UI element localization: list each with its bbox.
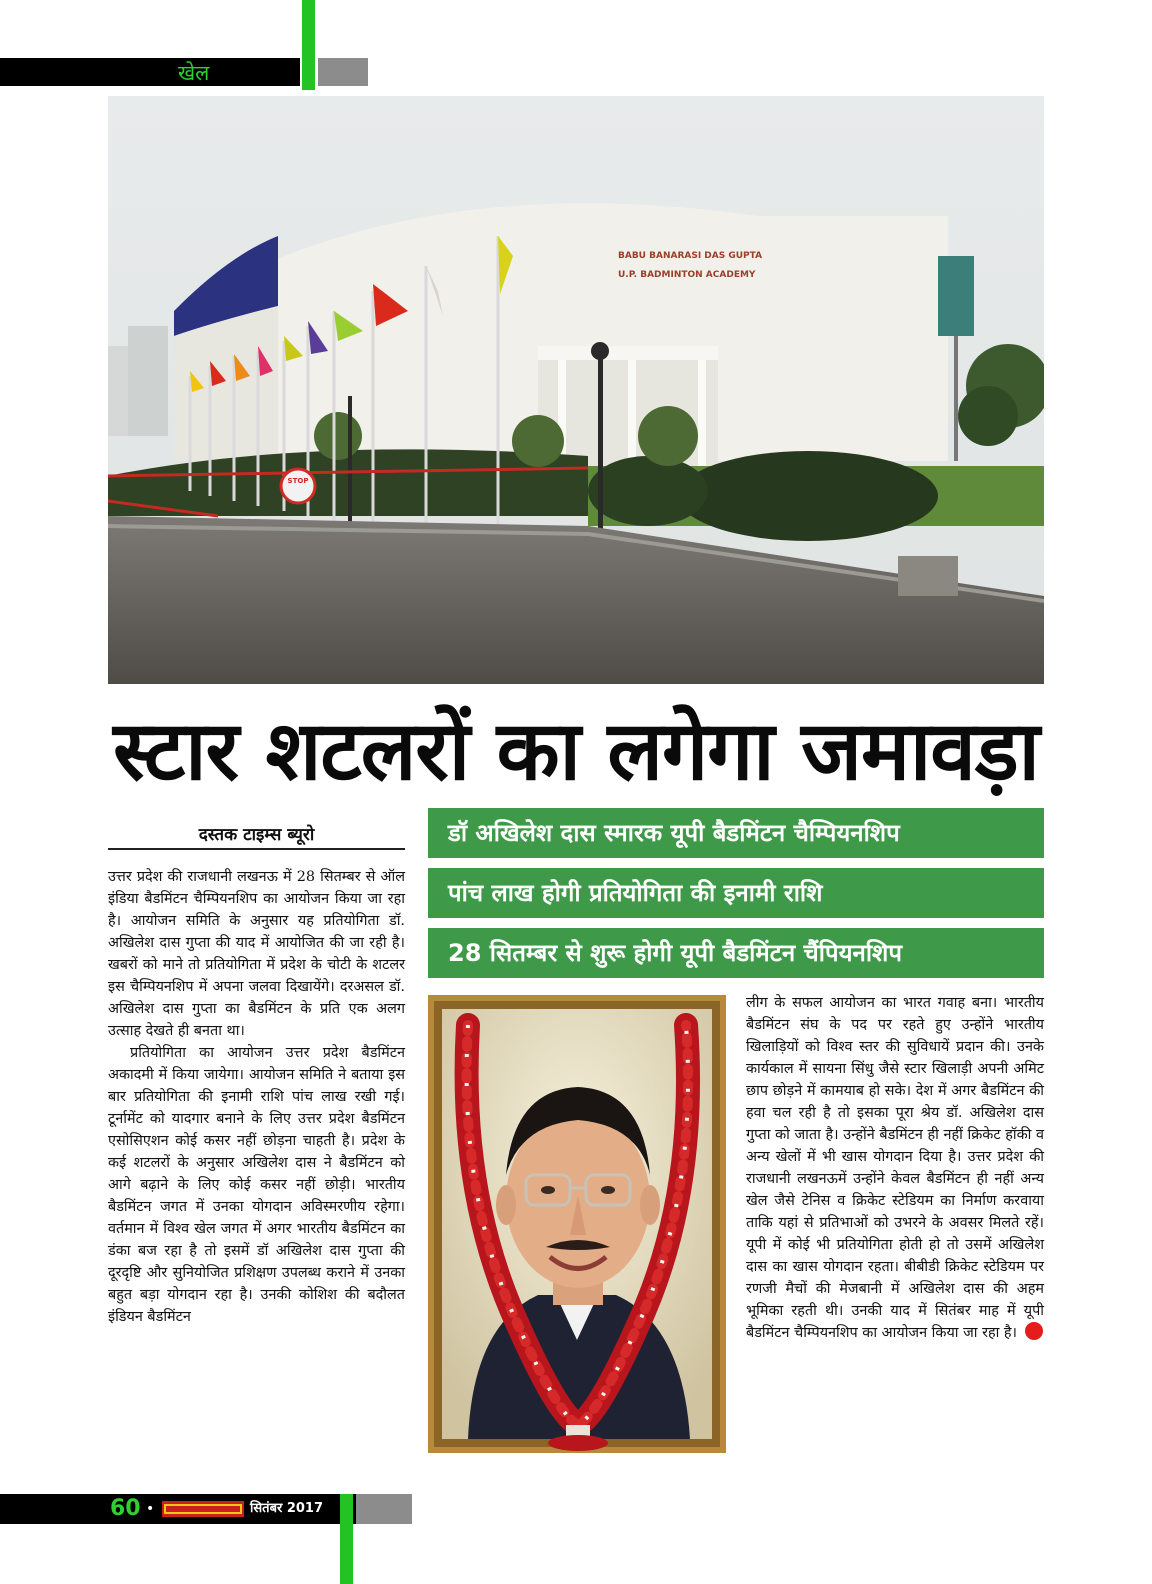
header-gray-block bbox=[318, 58, 368, 86]
paragraph: प्रतियोगिता का आयोजन उत्तर प्रदेश बैडमिंटन अकादमी में किया जायेगा। आयोजन समिति ने बताया इस बार प्रतियोगिता की इनामी राशि पांच लाख रखी गई। टूर्नामेंट को यादगार बनाने के लिए उत्तर प्रदेश बैडमिंटन एसोसिएशन कोई कसर नहीं छोड़ना चाहती है। प्रदेश के कई शटलरों के अनुसार अखिलेश दास ने बैडमिंटन को आगे बढ़ाने के लिए कोई कसर नहीं छोड़ी। भारतीय बैडमिंटन जगत में उनका योगदान अविस्मरणीय रहेगा। वर्तमान में विश्व खेल जगत में अगर भारतीय बैडमिंटन का डंका बज रहा है तो इसमें डॉ अखिलेश दास गुप्ता की दूरदृष्टि और सुनियोजित प्रशिक्षण उपलब्ध कराने में उनका बहुत बड़ा योगदान रहा है। उनकी कोशिश की बदौलत इंडियन बैडमिंटन bbox=[108, 1045, 405, 1325]
magazine-logo-icon bbox=[162, 1501, 244, 1517]
building-sign-line2: U.P. BADMINTON ACADEMY bbox=[618, 270, 756, 280]
building-sign-line1: BABU BANARASI DAS GUPTA bbox=[618, 251, 763, 261]
article-column-right bbox=[746, 992, 1044, 1344]
portrait-photo bbox=[428, 995, 726, 1453]
footer-gray-block bbox=[356, 1494, 412, 1524]
header-accent-stripe bbox=[302, 0, 315, 90]
header-bar bbox=[0, 58, 300, 86]
highlight-bar-2: पांच लाख होगी प्रतियोगिता की इनामी राशि bbox=[428, 868, 1044, 918]
stop-sign: STOP bbox=[287, 477, 309, 485]
issue-date: सितंबर 2017 bbox=[250, 1501, 324, 1516]
article-headline: स्टार शटलरों का लगेगा जमावड़ा bbox=[113, 704, 1039, 799]
article-column-left bbox=[108, 866, 405, 1328]
highlight-bar-3: 28 सितम्बर से शुरू होगी यूपी बैडमिंटन चैंपियनशिप bbox=[428, 928, 1044, 978]
footer-bullet: • bbox=[146, 1501, 155, 1517]
paragraph-text: लीग के सफल आयोजन का भारत गवाह बना। भारतीय बैडमिंटन संघ के पद पर रहते हुए उन्होंने भारतीय खिलाड़ियों को विश्व स्तर की सुविधायें प्रदान की। उनके कार्यकाल में सायना सिंधु जैसे स्टार खिलाड़ी अपनी अमिट छाप छोड़ने में कामयाब हो सके। देश में अगर बैडमिंटन की हवा चल रही है तो इसका पूरा श्रेय डॉ. अखिलेश दास गुप्ता को जाता है। उन्होंने बैडमिंटन ही नहीं क्रिकेट हॉकी व अन्य खेलों में भी खास योगदान दिया है। उत्तर प्रदेश की राजधानी लखनऊमें उन्होंने केवल बैडमिंटन ही नहीं अन्य खेल जैसे टेनिस व क्रिकेट स्टेडियम का निर्माण करवाया ताकि यहां से प्रतिभाओं को उभरने के अवसर मिलते रहें। यूपी में कोई भी प्रतियोगिता होती हो तो उसमें अखिलेश दास का खास योगदान रहता। बीबीडी क्रिकेट स्टेडियम पर रणजी मैचों की मेजबानी में अखिलेश दास की अहम भूमिका रहती थी। उनकी याद में सितंबर माह में यूपी बैडमिंटन चैम्पियनशिप का आयोजन किया जा रहा है। bbox=[746, 995, 1044, 1341]
byline-rule bbox=[108, 848, 405, 850]
page-number: 60 bbox=[110, 1496, 141, 1521]
paragraph bbox=[746, 992, 1044, 1344]
footer-accent-stripe bbox=[340, 1494, 353, 1584]
highlight-bar-1: डॉ अखिलेश दास स्मारक यूपी बैडमिंटन चैम्पियनशिप bbox=[428, 808, 1044, 858]
section-label: खेल bbox=[178, 61, 210, 85]
academy-photo bbox=[108, 96, 1044, 684]
byline: दस्तक टाइम्स ब्यूरो bbox=[198, 825, 315, 845]
end-mark-icon bbox=[1025, 1322, 1043, 1340]
paragraph: उत्तर प्रदेश की राजधानी लखनऊ में 28 सितम्बर से ऑल इंडिया बैडमिंटन चैम्पियनशिप का आयोजन किया जा रहा है। आयोजन समिति के अनुसार यह प्रतियोगिता डॉ. अखिलेश दास गुप्ता की याद में आयोजित की जा रही है। खबरों को माने तो प्रतियोगिता में प्रदेश के चोटी के शटलर इस चैम्पियनशिप में अपना जलवा दिखायेंगे। दरअसल डॉ. अखिलेश दास गुप्ता का बैडमिंटन के प्रति एक अलग उत्साह देखते ही बनता था। bbox=[108, 869, 405, 1039]
